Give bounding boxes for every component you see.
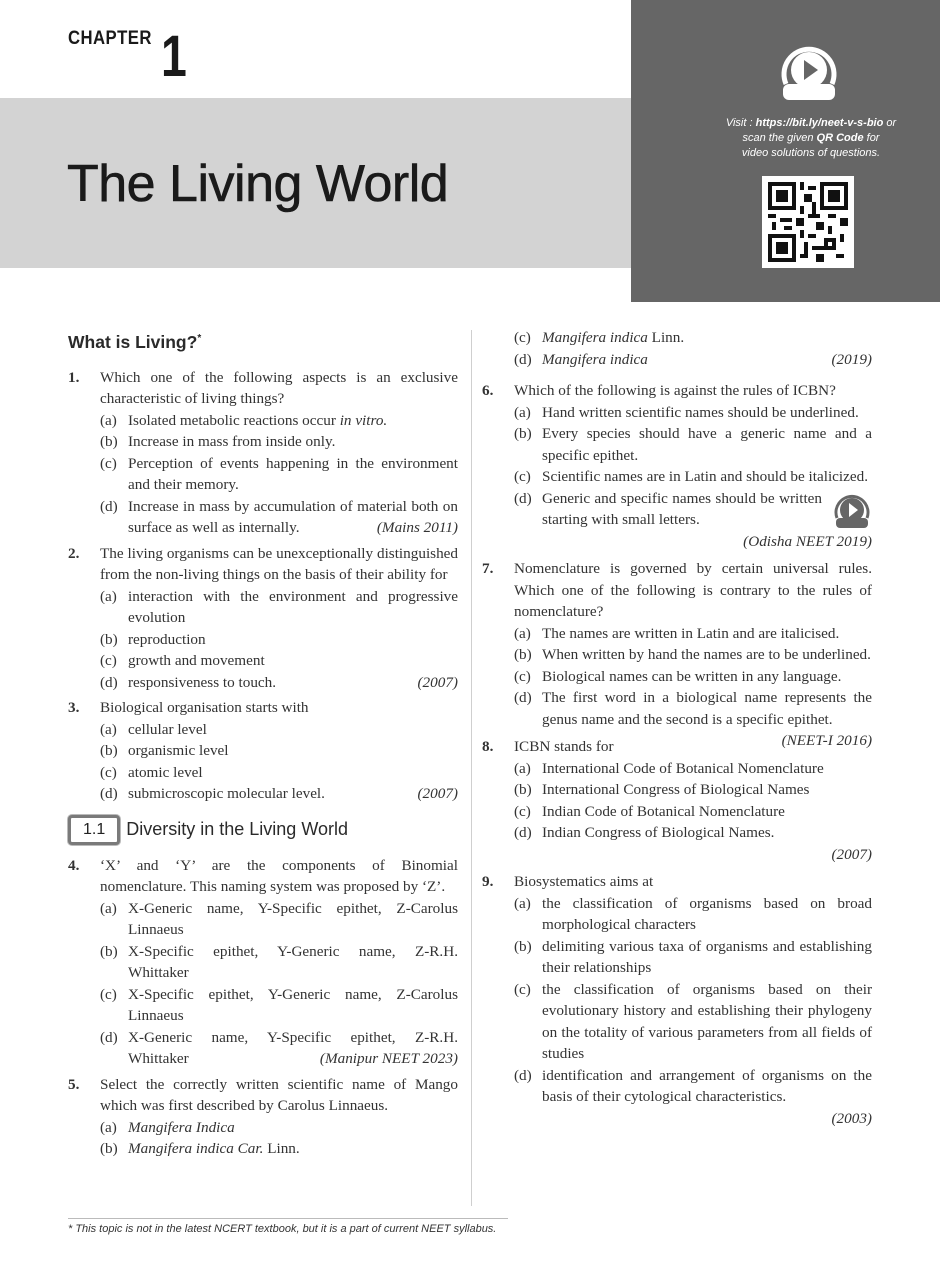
question-text: Nomenclature is governed by certain universal rules. Which one of the following is contrary to the rules of nomenclature? [514,560,872,620]
option-a: (a) The names are written in Latin and are italicised. [514,624,840,642]
option-a: (a) the classification of organisms based on broad morphological characters [514,894,872,933]
footnote-divider [68,1218,508,1219]
question-5-continued [482,327,872,370]
right-column [482,327,872,1133]
option-d: (d) The first word in a biological name represents the genus name and the second is a specific epithet. (NEET-I 2016) [514,687,872,730]
question-text: The living organisms can be unexceptionally distinguished from the non-living things on the basis of their ability for [100,544,458,584]
option-d: (d) responsiveness to touch. (2007) [100,672,458,694]
option-a: (a) International Code of Botanical Nomenclature [514,759,824,777]
chapter-label [68,24,187,89]
question-6: 6. Which of the following is against the rules of ICBN? (a) Hand written scientific names should be underlined. (b) Every species should have a generic name and a specific epithet. (c) Scientific names are in Latin and should be italicized. (d) Generic and specific names should be written starting with small letters. (Odisha NEET 2019) [482,380,872,552]
option-b: (b) Every species should have a generic name and a specific epithet. [514,425,872,464]
video-play-icon[interactable] [832,490,872,530]
option-c: (c) Indian Code of Botanical Nomenclature [514,802,785,820]
option-a: (a) Hand written scientific names should be underlined. [514,403,859,421]
question-8: 8. ICBN stands for (a) International Code of Botanical Nomenclature (b) International Congress of Biological Names (c) Indian Code of Botanical Nomenclature (d) Indian Congress of Biological Names. (2007) [482,736,872,865]
question-source: (2003) [831,1109,872,1127]
section-heading-what-is-living: What is Living?* [68,331,202,352]
question-text: Which one of the following aspects is an exclusive characteristic of living things? [100,368,458,408]
option-d: (d) submicroscopic molecular level. (2007) [100,783,458,805]
question-text: Select the correctly written scientific name of Mango which was first described by Carolus Linnaeus. [100,1075,458,1115]
chapter-word: CHAPTER [68,28,152,49]
option-c: (c) X-Specific epithet, Y-Generic name, Z-Carolus Linnaeus [100,985,458,1025]
option-d: (d) identification and arrangement of organisms on the basis of their cytological characteristics. [514,1066,872,1105]
question-1: 1. Which one of the following aspects is an exclusive characteristic of living things? (a) Isolated metabolic reactions occur in vitro. (b) Increase in mass from inside only. (c) Perception of events happening in the environment and their memory. (d) Increase in mass by accumulation of material both on surface as well as internally. (Mains 2011) [68,367,458,539]
chapter-title: The Living World [67,155,449,213]
left-column [68,326,458,1164]
question-source: (2019) [831,350,872,368]
chapter-number: 1 [161,24,187,89]
option-b: (b) delimiting various taxa of organisms and establishing their relationships [514,937,872,976]
option-c: (c) the classification of organisms based on their evolutionary history and establishing their phylogeny on the totality of various parameters from all fields of studies [514,980,872,1062]
option-d: (d) Increase in mass by accumulation of material both on surface as well as internally. (Mains 2011) [100,496,458,539]
option-a: (a) cellular level [100,720,207,738]
option-b: (b) organismic level [100,742,229,760]
option-b: (b) Increase in mass from inside only. [100,433,336,451]
question-source: (2007) [831,845,872,863]
question-source: (Mains 2011) [376,519,458,537]
video-solutions-panel [631,0,940,302]
video-instructions: Visit : https://bit.ly/neet-v-s-bio or scan the given QR Code for video solutions of questions. [725,117,897,159]
section-number-badge: 1.1 [68,815,120,845]
question-source: (2007) [417,673,458,691]
option-c: (c) Scientific names are in Latin and should be italicized. [514,468,868,485]
question-text: Biosystematics aims at [514,873,654,890]
question-source: (NEET-I 2016) [781,732,872,749]
option-a: (a) X-Generic name, Y-Specific epithet, Z-Carolus Linnaeus [100,899,458,939]
option-a: (a) Mangifera Indica [100,1118,235,1136]
title-band [0,98,632,268]
footnote: * This topic is not in the latest NCERT textbook, but it is a part of current NEET syllabus. [68,1223,497,1235]
option-a: (a) interaction with the environment and progressive evolution [100,587,458,627]
question-text: Which of the following is against the rules of ICBN? [514,382,836,399]
question-text: ‘X’ and ‘Y’ are the components of Binomial nomenclature. This naming system was proposed by ‘Z’. [100,856,458,896]
question-text: Biological organisation starts with [100,699,309,717]
option-b: (b) International Congress of Biological Names [514,781,810,798]
column-divider [471,330,472,1206]
video-play-icon[interactable] [778,40,840,102]
option-c: (c) Perception of events happening in the environment and their memory. [100,454,458,494]
option-c: (c) Mangifera indica Linn. [514,329,685,346]
option-c: (c) growth and movement [100,652,265,670]
option-d: (d) Generic and specific names should be written starting with small letters. [514,488,872,531]
question-7: 7. Nomenclature is governed by certain universal rules. Which one of the following is contrary to the rules of nomenclature? (a) The names are written in Latin and are italicised. (b) When written by hand the names are to be underlined. (c) Biological names can be written in any language. (d) The first word in a biological name represents the genus name and the second is a specific epithet. (NEET-I 2016) [482,558,872,730]
option-d: (d) Indian Congress of Biological Names. [514,824,775,841]
option-c: (c) Biological names can be written in any language. [514,667,842,685]
section-title: Diversity in the Living World [126,819,348,840]
qr-code[interactable] [762,176,854,268]
qr-code-icon [768,182,848,262]
question-source: (2007) [417,785,458,803]
video-url-link[interactable]: https://bit.ly/neet-v-s-bio [755,117,884,129]
section-heading-diversity [68,815,458,845]
question-5: 5. Select the correctly written scientific name of Mango which was first described by Carolus Linnaeus. (a) Mangifera Indica (b) Mangifera indica Car. Linn. [68,1074,458,1160]
question-4: 4. ‘X’ and ‘Y’ are the components of Binomial nomenclature. This naming system was proposed by ‘Z’. (a) X-Generic name, Y-Specific epithet, Z-Carolus Linnaeus (b) X-Specific epithet, Y-Generic name, Z-R.H. Whittaker (c) X-Specific epithet, Y-Generic name, Z-Carolus Linnaeus (d) X-Generic name, Y-Specific epithet, Z-R.H. Whittaker (Manipur NEET 2023) [68,855,458,1070]
question-source: (Odisha NEET 2019) [743,532,872,550]
question-text: ICBN stands for [514,738,614,755]
option-d: (d) Mangifera indica (2019) [514,349,872,371]
question-2: 2. The living organisms can be unexceptionally distinguished from the non-living things on the basis of their ability for (a) interaction with the environment and progressive evolution (b) reproduction (c) growth and movement (d) responsiveness to touch. (2007) [68,543,458,694]
option-d: (d) X-Generic name, Y-Specific epithet, Z-R.H. Whittaker (Manipur NEET 2023) [100,1027,458,1070]
option-a: (a) Isolated metabolic reactions occur in vitro. [100,411,388,429]
option-b: (b) X-Specific epithet, Y-Generic name, Z-R.H. Whittaker [100,942,458,982]
question-9: 9. Biosystematics aims at (a) the classification of organisms based on broad morphological characters (b) delimiting various taxa of organisms and establishing their relationships (c) the classification of organisms based on their evolutionary history and establishing their phylogeny on the totality of various parameters from all fields of studies (d) identification and arrangement of organisms on the basis of their cytological characteristics. (2003) [482,871,872,1129]
question-source: (Manipur NEET 2023) [319,1050,458,1068]
option-b: (b) reproduction [100,630,206,648]
option-b: (b) When written by hand the names are to be underlined. [514,646,871,663]
option-c: (c) atomic level [100,763,203,781]
question-3: 3. Biological organisation starts with (a) cellular level (b) organismic level (c) atomic level (d) submicroscopic molecular level. (2007) [68,697,458,805]
option-b: (b) Mangifera indica Car. Linn. [100,1140,300,1158]
